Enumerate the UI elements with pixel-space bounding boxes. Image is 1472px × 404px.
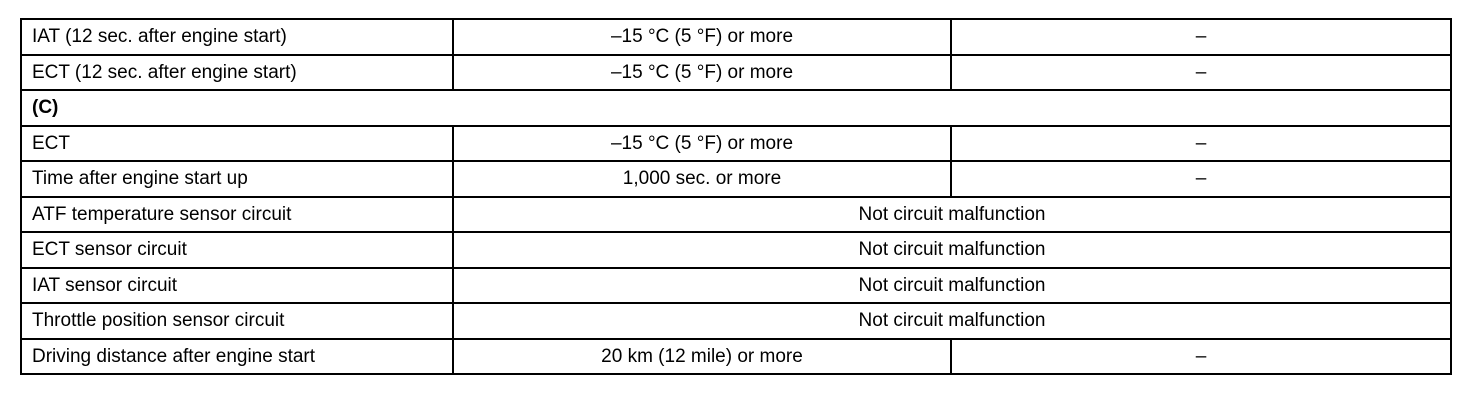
condition-note: –	[951, 161, 1451, 197]
condition-value: Not circuit malfunction	[453, 268, 1451, 304]
conditions-table-container	[20, 18, 1450, 375]
condition-value: –15 °C (5 °F) or more	[453, 19, 951, 55]
condition-label: Throttle position sensor circuit	[21, 303, 453, 339]
condition-value: Not circuit malfunction	[453, 232, 1451, 268]
table-row	[21, 268, 1451, 304]
condition-value: 1,000 sec. or more	[453, 161, 951, 197]
table-row	[21, 197, 1451, 233]
condition-label: ECT	[21, 126, 453, 162]
table-row	[21, 303, 1451, 339]
condition-value: –15 °C (5 °F) or more	[453, 55, 951, 91]
condition-note: –	[951, 339, 1451, 375]
condition-label: ATF temperature sensor circuit	[21, 197, 453, 233]
table-row	[21, 232, 1451, 268]
conditions-table	[20, 18, 1452, 375]
condition-value: –15 °C (5 °F) or more	[453, 126, 951, 162]
condition-label: IAT (12 sec. after engine start)	[21, 19, 453, 55]
section-heading: (C)	[21, 90, 1451, 126]
condition-label: Time after engine start up	[21, 161, 453, 197]
condition-note: –	[951, 126, 1451, 162]
table-row	[21, 126, 1451, 162]
table-row	[21, 55, 1451, 91]
table-row	[21, 161, 1451, 197]
table-row	[21, 339, 1451, 375]
condition-label: ECT (12 sec. after engine start)	[21, 55, 453, 91]
condition-value: Not circuit malfunction	[453, 197, 1451, 233]
condition-label: ECT sensor circuit	[21, 232, 453, 268]
condition-value: 20 km (12 mile) or more	[453, 339, 951, 375]
condition-label: IAT sensor circuit	[21, 268, 453, 304]
condition-value: Not circuit malfunction	[453, 303, 1451, 339]
condition-note: –	[951, 55, 1451, 91]
table-row	[21, 19, 1451, 55]
condition-note: –	[951, 19, 1451, 55]
condition-label: Driving distance after engine start	[21, 339, 453, 375]
section-row	[21, 90, 1451, 126]
